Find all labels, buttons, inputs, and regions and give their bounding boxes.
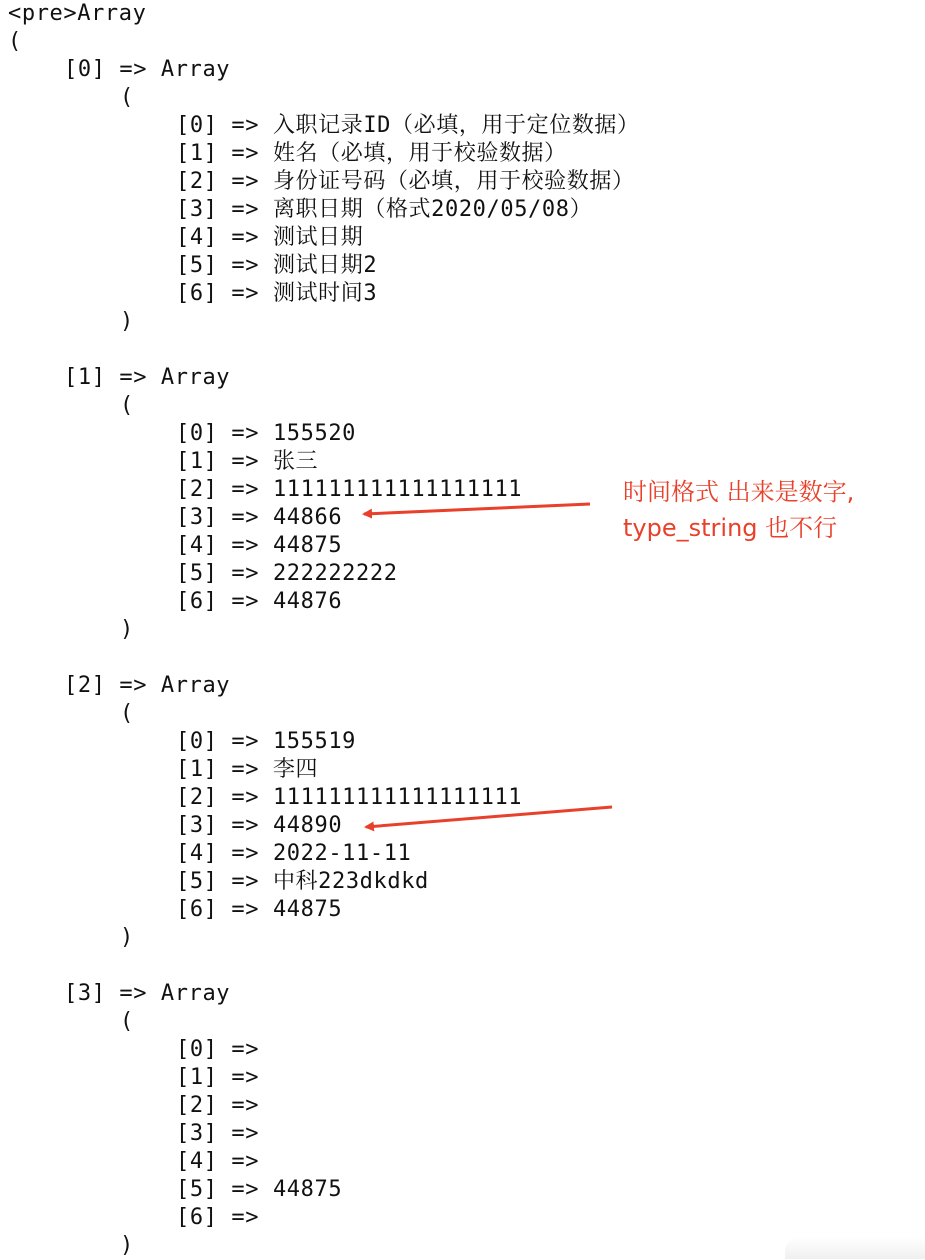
entry-value: 44875: [272, 897, 343, 922]
entry-value: 44876: [272, 589, 343, 614]
annotation-line-2: type_string 也不行: [623, 514, 838, 542]
array-label: [3] => Array: [64, 981, 231, 1006]
entry-value: 入职记录ID（必填，用于定位数据）: [272, 113, 640, 138]
array-close-paren: ): [120, 1233, 134, 1258]
entry-value: 155519: [272, 729, 357, 754]
entry-key: [6] =>: [176, 589, 260, 614]
array-close-paren: ): [120, 925, 134, 950]
arrow-to-44866: [364, 504, 590, 514]
entry-key: [1] =>: [176, 449, 260, 474]
entry-key: [3] =>: [176, 813, 260, 838]
entry-value: 姓名（必填，用于校验数据）: [272, 141, 567, 166]
entry-key: [3] =>: [176, 197, 260, 222]
entry-key: [6] =>: [176, 1205, 260, 1230]
array-label: [0] => Array: [64, 57, 231, 82]
entry-key: [4] =>: [176, 533, 260, 558]
array-open-paren: (: [120, 701, 134, 726]
entry-key: [1] =>: [176, 141, 260, 166]
entry-key: [6] =>: [176, 897, 260, 922]
entry-key: [5] =>: [176, 869, 260, 894]
entry-key: [0] =>: [176, 1037, 260, 1062]
arrow-to-44890: [366, 807, 612, 827]
entry-key: [0] =>: [176, 729, 260, 754]
entry-key: [1] =>: [176, 757, 260, 782]
entry-key: [5] =>: [176, 1177, 260, 1202]
entry-key: [2] =>: [176, 169, 260, 194]
entry-value: 44875: [272, 1177, 343, 1202]
entry-key: [5] =>: [176, 253, 260, 278]
array-close-paren: ): [120, 309, 134, 334]
entry-value: 155520: [272, 421, 357, 446]
entry-value: 中科223dkdkd: [272, 869, 429, 894]
entry-key: [0] =>: [176, 421, 260, 446]
entry-value: 111111111111111111: [272, 477, 523, 502]
entry-value: 离职日期（格式2020/05/08）: [272, 197, 593, 222]
entry-key: [4] =>: [176, 841, 260, 866]
pre-array-header: <pre>Array: [8, 1, 147, 26]
entry-key: [4] =>: [176, 1149, 260, 1174]
entry-value: 身份证号码（必填，用于校验数据）: [272, 169, 635, 194]
entry-value: 测试日期2: [272, 253, 378, 278]
window-corner: [785, 1237, 925, 1259]
entry-key: [5] =>: [176, 561, 260, 586]
entry-key: [0] =>: [176, 113, 260, 138]
entry-key: [3] =>: [176, 1121, 260, 1146]
entry-value: 44875: [272, 533, 343, 558]
entry-key: [2] =>: [176, 477, 260, 502]
array-open-paren: (: [120, 393, 134, 418]
annotation-line-1: 时间格式 出来是数字,: [623, 478, 855, 506]
entry-value: 2022-11-11: [272, 841, 412, 866]
array-open-paren: (: [120, 1009, 134, 1034]
open-paren: (: [8, 29, 22, 54]
entry-value: 222222222: [272, 561, 398, 586]
entry-value: 44890: [272, 813, 343, 838]
entry-value: 张三: [272, 449, 319, 474]
entry-key: [6] =>: [176, 281, 260, 306]
entry-value: 李四: [272, 757, 319, 782]
entry-value: 测试日期: [272, 225, 364, 250]
array-close-paren: ): [120, 617, 134, 642]
entry-value: 测试时间3: [272, 281, 378, 306]
array-label: [1] => Array: [64, 365, 231, 390]
entry-value: 44866: [272, 505, 343, 530]
entry-value: 111111111111111111: [272, 785, 523, 810]
array-open-paren: (: [120, 85, 134, 110]
entry-key: [2] =>: [176, 1093, 260, 1118]
entry-key: [3] =>: [176, 505, 260, 530]
entry-key: [4] =>: [176, 225, 260, 250]
entry-key: [1] =>: [176, 1065, 260, 1090]
entry-key: [2] =>: [176, 785, 260, 810]
array-label: [2] => Array: [64, 673, 231, 698]
